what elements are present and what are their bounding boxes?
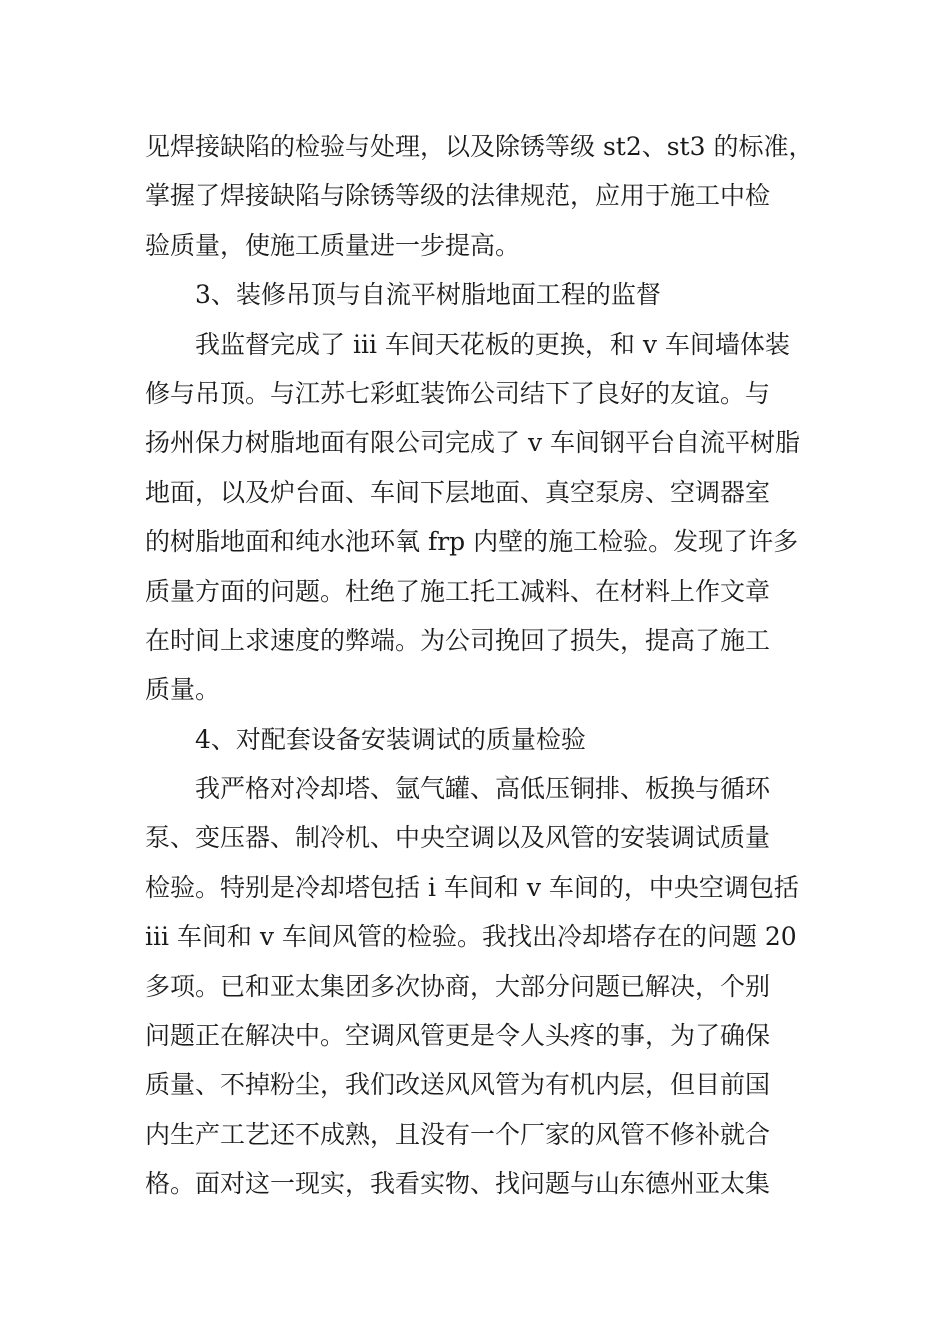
section-heading-4: 4、对配套设备安装调试的质量检验 [195,724,586,754]
text-line: 见焊接缺陷的检验与处理，以及除锈等级 st2、st3 的标准， [145,132,814,161]
text-line: 质量。 [145,675,221,705]
document-body [145,122,814,1209]
text-line: 的树脂地面和纯水池环氧 frp 内壁的施工检验。发现了许多 [145,527,799,557]
text-line: 验质量，使施工质量进一步提高。 [145,230,521,260]
text-line: 内生产工艺还不成熟，且没有一个厂家的风管不修补就合 [145,1119,771,1149]
text-line: 在时间上求速度的弊端。为公司挽回了损失，提高了施工 [145,625,771,655]
text-line: 修与吊顶。与江苏七彩虹装饰公司结下了良好的友谊。与 [145,378,771,408]
text-line: 检验。特别是冷却塔包括 i 车间和 v 车间的，中央空调包括 [145,872,799,902]
text-line: 我严格对冷却塔、氩气罐、高低压铜排、板换与循环 [195,774,771,804]
section-heading-3: 3、装修吊顶与自流平树脂地面工程的监督 [195,280,661,310]
text-line: 地面，以及炉台面、车间下层地面、真空泵房、空调器室 [145,477,771,507]
text-line: iii 车间和 v 车间风管的检验。我找出冷却塔存在的问题 20 [145,922,797,952]
text-line: 我监督完成了 iii 车间天花板的更换，和 v 车间墙体装 [195,329,790,359]
text-line: 掌握了焊接缺陷与除锈等级的法律规范，应用于施工中检 [145,181,771,211]
text-line: 多项。已和亚太集团多次协商，大部分问题已解决，个别 [145,971,771,1001]
text-line: 扬州保力树脂地面有限公司完成了 v 车间钢平台自流平树脂 [145,428,801,458]
text-line: 格。面对这一现实，我看实物、找问题与山东德州亚太集 [145,1169,771,1199]
text-line: 质量、不掉粉尘，我们改送风风管为有机内层，但目前国 [145,1070,771,1100]
text-line: 泵、变压器、制冷机、中央空调以及风管的安装调试质量 [145,823,771,853]
text-line: 质量方面的问题。杜绝了施工托工减料、在材料上作文章 [145,576,771,606]
text-line: 问题正在解决中。空调风管更是令人头疼的事，为了确保 [145,1021,771,1051]
